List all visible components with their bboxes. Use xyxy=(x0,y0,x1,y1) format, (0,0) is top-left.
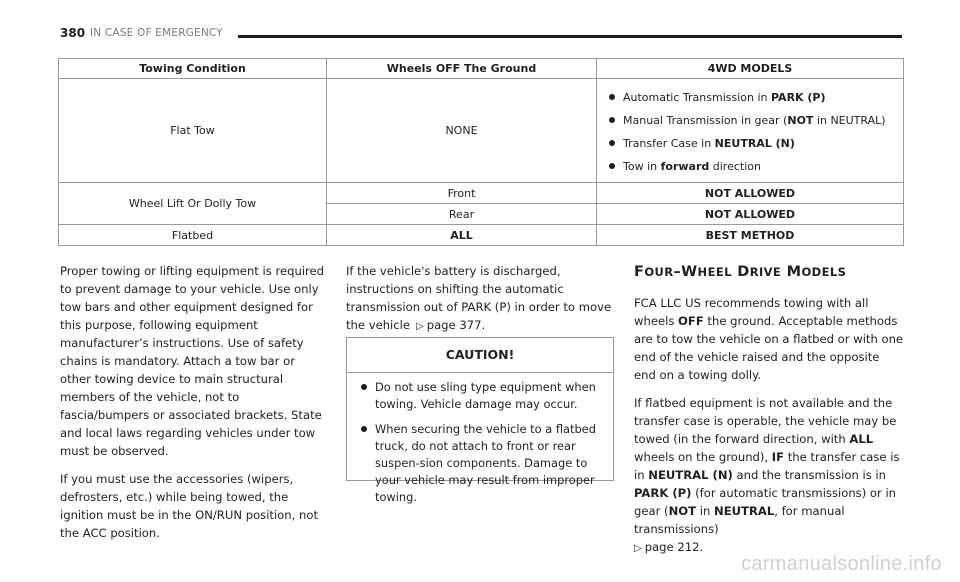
page-ref-link[interactable]: page 212. xyxy=(644,540,704,554)
fca-recommendation-paragraph: FCA LLC US recommends towing with all wheels OFF the ground. Acceptable methods are to tow the vehicle on a flatbed or with one end of the vehicle raised and the opposite end on a towing dolly. xyxy=(634,296,904,382)
flat-tow-list xyxy=(605,87,895,175)
cell-flatbed-wheels: ALL xyxy=(327,225,597,246)
page-ref-arrow-icon: ▷ xyxy=(634,543,642,554)
cell-flat-tow-requirements xyxy=(597,79,904,183)
list-item: When securing the vehicle to a flatbed truck, do not attach to front or rear suspen-sion components. Damage to your vehicle may result from improper towing. xyxy=(359,421,601,506)
table-row-flatbed xyxy=(59,225,904,246)
flatbed-alternative-paragraph: If flatbed equipment is not available and the transfer case is operable, the vehicle may be towed (in the forward direction, with ALL wheels on the ground), IF the transfer case is in NEUTRAL (N) and the transmission is in PARK (P) (for automatic transmissions) or in gear (NOT in NEUTRAL, for manual transmissions) ▷ page 212. xyxy=(634,394,904,558)
towing-table xyxy=(58,58,904,246)
caution-title: CAUTION! xyxy=(347,338,613,373)
header-wheels-off: Wheels OFF The Ground xyxy=(327,59,597,79)
towing-equipment-paragraph: Proper towing or lifting equipment is required to prevent damage to your vehicle. Use only tow bars and other equipment designed for this purpose, following equipment manufacturer’s instructions. Use of safety chains is mandatory. Attach a tow bar or other towing device to main structural members of the vehicle, not to fascia/bumpers or associated brackets. State and local laws regarding vehicles under tow must be observed. xyxy=(60,264,325,458)
list-item: Tow in forward direction xyxy=(605,160,895,173)
cell-front-value: NOT ALLOWED xyxy=(597,183,904,204)
cell-front: Front xyxy=(327,183,597,204)
four-wheel-drive-heading: FOUR–WHEEL DRIVE MODELS xyxy=(634,264,847,280)
list-item: Do not use sling type equipment when towing. Vehicle damage may occur. xyxy=(359,379,601,413)
header-towing-condition: Towing Condition xyxy=(59,59,327,79)
cell-flat-tow: Flat Tow xyxy=(59,79,327,183)
cell-wheel-lift: Wheel Lift Or Dolly Tow xyxy=(59,183,327,225)
section-title: IN CASE OF EMERGENCY xyxy=(90,27,223,39)
table-row-wheel-lift-front xyxy=(59,183,904,204)
accessories-paragraph: If you must use the accessories (wipers, defrosters, etc.) while being towed, the ignition must be in the ON/RUN position, not the ACC position. xyxy=(60,472,318,540)
watermark: carmanualsonline.info xyxy=(741,553,942,575)
battery-paragraph: If the vehicle's battery is discharged, instructions on shifting the automatic transmission out of PARK (P) in order to move the vehicle ▷ page 377. xyxy=(346,262,614,336)
list-item: Transfer Case in NEUTRAL (N) xyxy=(605,137,895,150)
cell-rear-value: NOT ALLOWED xyxy=(597,204,904,225)
header-rule xyxy=(238,35,902,38)
list-item: Manual Transmission in gear (NOT in NEUTRAL) xyxy=(605,114,895,127)
caution-box xyxy=(346,337,614,504)
page-ref-arrow-icon: ▷ xyxy=(416,321,424,332)
caution-list xyxy=(347,373,613,506)
page-number: 380 xyxy=(60,26,86,40)
page-header xyxy=(60,26,902,42)
cell-flatbed: Flatbed xyxy=(59,225,327,246)
table-header-row xyxy=(59,59,904,79)
column-1 xyxy=(60,262,328,552)
page-ref-link[interactable]: page 377. xyxy=(426,318,486,332)
column-2 xyxy=(346,262,614,346)
list-item: Automatic Transmission in PARK (P) xyxy=(605,91,895,104)
cell-flat-tow-wheels: NONE xyxy=(327,79,597,183)
cell-rear: Rear xyxy=(327,204,597,225)
column-3 xyxy=(634,262,904,568)
header-4wd-models: 4WD MODELS xyxy=(597,59,904,79)
cell-flatbed-value: BEST METHOD xyxy=(597,225,904,246)
table-row-flat-tow xyxy=(59,79,904,183)
